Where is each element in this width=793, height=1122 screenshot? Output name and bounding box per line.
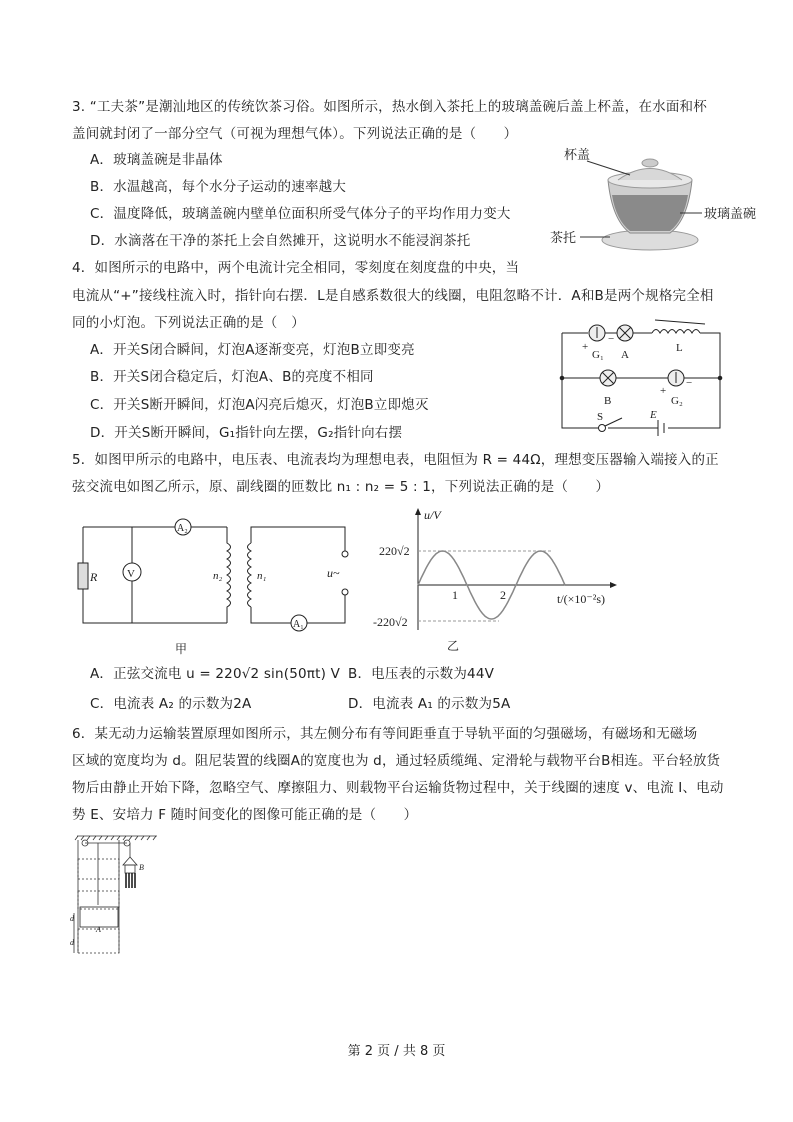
width-d-label-1: d bbox=[70, 914, 74, 923]
q6-stem-line-3: 物后由静止开始下降，忽略空气、摩擦阻力、则载物平台运输货物过程中，关于线圈的速度 v、电流 I、电动 bbox=[72, 780, 724, 796]
saucer-label: 茶托 bbox=[550, 231, 577, 246]
x-tick-1: 1 bbox=[452, 588, 458, 602]
figure-yi-caption: 乙 bbox=[447, 639, 460, 653]
q3-option-c: C．温度降低，玻璃盖碗内壁单位面积所受气体分子的平均作用力变大 bbox=[90, 206, 511, 222]
resistor-r-label: R bbox=[90, 570, 98, 584]
q4-option-a: A．开关S闭合瞬间，灯泡A逐渐变亮，灯泡B立即变亮 bbox=[90, 342, 415, 358]
q5-transformer-circuit bbox=[75, 515, 355, 665]
n2-label: n₂ bbox=[213, 570, 223, 582]
q5-stem-line-2: 弦交流电如图乙所示，原、副线圈的匝数比 n₁ : n₂ = 5 : 1，下列说法正确的是（ ） bbox=[72, 479, 610, 495]
q3-option-b: B．水温越高，每个水分子运动的速率越大 bbox=[90, 179, 347, 195]
ammeter-a1-label: A₁ bbox=[293, 619, 304, 630]
y-max-tick: 220√2 bbox=[379, 544, 410, 558]
page-footer: 第 2 页 / 共 8 页 bbox=[347, 1044, 446, 1059]
q4-circuit-diagram bbox=[560, 320, 725, 445]
g2-label: G₂ bbox=[671, 395, 683, 407]
q3-option-d: D．水滴落在干净的茶托上会自然摊开，这说明水不能浸润茶托 bbox=[90, 233, 471, 249]
q5-voltage-graph bbox=[365, 505, 630, 655]
n1-label: n₁ bbox=[257, 570, 267, 582]
emf-e-label: E bbox=[650, 409, 657, 421]
tea-cup-figure bbox=[550, 145, 770, 260]
width-d-label-2: d bbox=[70, 938, 74, 947]
q4-stem-line-3: 同的小灯泡。下列说法正确的是（ ） bbox=[72, 315, 305, 331]
voltmeter-label: V bbox=[127, 568, 135, 580]
lamp-b-label: B bbox=[604, 395, 612, 407]
q4-option-c: C．开关S断开瞬间，灯泡A闪亮后熄灭，灯泡B立即熄灭 bbox=[90, 397, 429, 413]
q4-option-b: B．开关S闭合稳定后，灯泡A、B的亮度不相同 bbox=[90, 369, 374, 385]
bowl-label: 玻璃盖碗 bbox=[704, 207, 757, 222]
lid-label: 杯盖 bbox=[564, 148, 591, 163]
q4-stem-line-2: 电流从“+”接线柱流入时，指针向右摆．L是自感系数很大的线圈，电阻忽略不计．A和B是两个规格完全相 bbox=[72, 288, 714, 304]
minus-sign: − bbox=[608, 333, 615, 345]
platform-b-label: B bbox=[139, 863, 144, 872]
q3-stem-line-2: 盖间就封闭了一部分空气（可视为理想气体）。下列说法正确的是（ ） bbox=[72, 126, 518, 142]
q3-stem-line-1: 3. “工夫茶”是潮汕地区的传统饮茶习俗。如图所示，热水倒入茶托上的玻璃盖碗后盖上杯盖，在水面和杯 bbox=[72, 99, 707, 115]
x-tick-2: 2 bbox=[500, 588, 506, 602]
lamp-a-label: A bbox=[621, 349, 629, 361]
q5-stem-line-1: 5．如图甲所示的电路中，电压表、电流表均为理想电表，电阻恒为 R = 44Ω，理想变压器输入端接入的正 bbox=[72, 452, 719, 468]
y-axis-label: u/V bbox=[424, 508, 441, 522]
q4-option-d: D．开关S断开瞬间，G₁指针向左摆，G₂指针向右摆 bbox=[90, 425, 403, 441]
coil-a-label: A bbox=[96, 925, 101, 934]
inductor-l-label: L bbox=[676, 342, 683, 354]
source-u-label: u~ bbox=[327, 566, 340, 580]
switch-s-label: S bbox=[597, 411, 604, 423]
ammeter-a2-label: A₂ bbox=[177, 523, 188, 534]
y-min-tick: -220√2 bbox=[373, 615, 408, 629]
q5-option-b: B．电压表的示数为44V bbox=[348, 666, 495, 682]
x-axis-label: t/(×10⁻²s) bbox=[557, 592, 606, 606]
q6-stem-line-1: 6．某无动力运输装置原理如图所示，其左侧分布有等间距垂直于导轨平面的匀强磁场，有磁场和无磁场 bbox=[72, 726, 698, 742]
q6-stem-line-4: 势 E、安培力 F 随时间变化的图像可能正确的是（ ） bbox=[72, 807, 418, 823]
plus-sign-g2: + bbox=[660, 385, 667, 397]
q6-transport-device-figure bbox=[70, 833, 160, 958]
q5-option-d: D．电流表 A₁ 的示数为5A bbox=[348, 696, 511, 712]
plus-sign: + bbox=[582, 341, 589, 353]
q6-stem-line-2: 区域的宽度均为 d。阻尼装置的线圈A的宽度也为 d，通过轻质缆绳、定滑轮与载物平台B相连。平台轻放货 bbox=[72, 753, 721, 769]
q5-option-c: C．电流表 A₂ 的示数为2A bbox=[90, 696, 252, 712]
q4-stem-line-1: 4．如图所示的电路中，两个电流计完全相同，零刻度在刻度盘的中央，当 bbox=[72, 260, 520, 276]
g1-label: G₁ bbox=[592, 349, 604, 361]
q5-option-a: A．正弦交流电 u = 220√2 sin(50πt) V bbox=[90, 666, 341, 682]
minus-sign-g2: − bbox=[686, 377, 693, 389]
figure-jia-caption: 甲 bbox=[175, 642, 188, 656]
q3-option-a: A．玻璃盖碗是非晶体 bbox=[90, 152, 223, 168]
